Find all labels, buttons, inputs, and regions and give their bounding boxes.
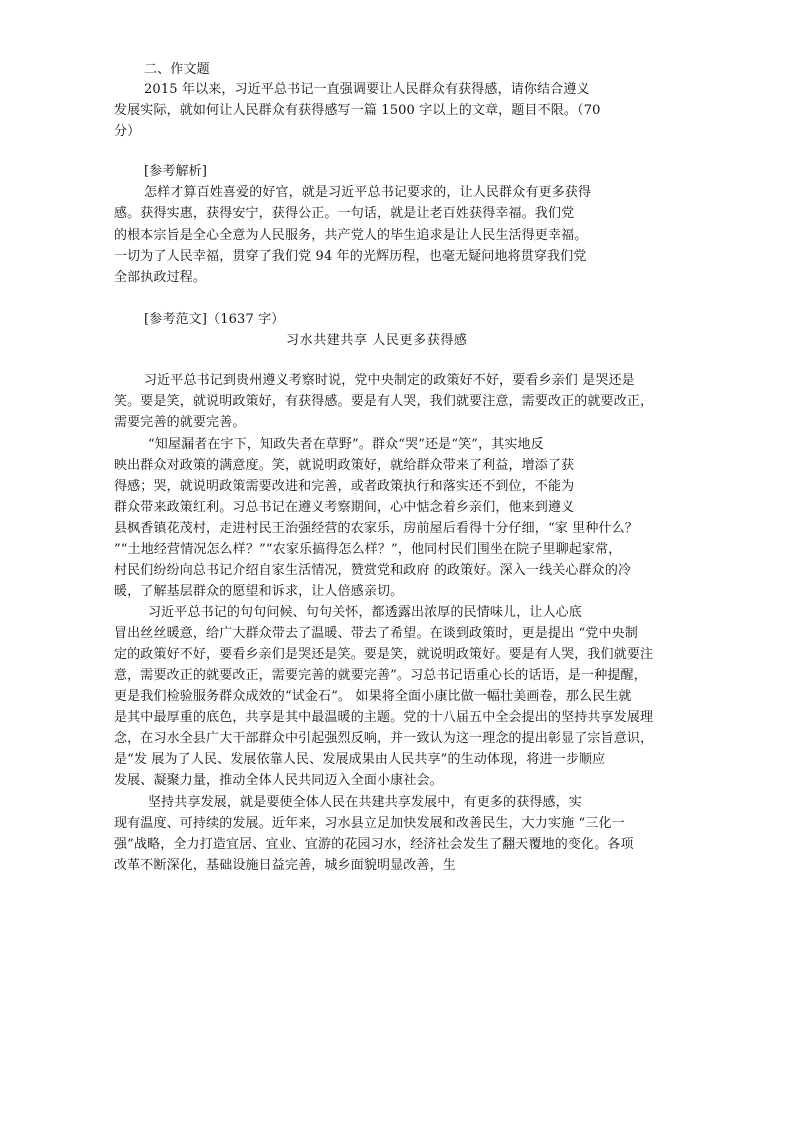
essay-line: 习近平总书记的句句问候、句句关怀，都透露出浓厚的民情味儿，让人心底 [148,605,582,620]
essay-line: 改革不断深化，基础设施日益完善，城乡面貌明显改善，生 [114,858,456,873]
analysis-line: 一切为了人民幸福，贯穿了我们党 94 年的光辉历程，也毫无疑问地将贯穿我们党 [114,249,587,264]
prompt-line: 发展实际，就如何让人民群众有获得感写一篇 1500 字以上的文章，题目不限。（70 [114,103,601,118]
section-heading: 二、作文题 [144,62,210,77]
essay-line: 暖，了解基层群众的愿望和诉求，让人倍感亲切。 [114,584,404,599]
essay-line: 是“发 展为了人民、发展依靠人民、发展成果由人民共享”的生动体现，将进一步顺应 [114,752,606,767]
essay-line: 更是我们检验服务群众成效的“试金石”。 如果将全面小康比做一幅壮美画卷，那么民生就 [114,689,632,704]
essay-line: 强”战略，全力打造宜居、宜业、宜游的花园习水，经济社会发生了翻天覆地的变化。各项 [114,837,634,852]
prompt-line: 2015 年以来，习近平总书记一直强调要让人民群众有获得感，请你结合遵义 [144,82,590,97]
analysis-line: 的根本宗旨是全心全意为人民服务，共产党人的毕生追求是让人民生活得更幸福。 [114,228,588,243]
essay-line: 发展、凝聚力量，推动全体人民共同迈入全面小康社会。 [114,773,443,788]
essay-line: 得感；哭，就说明政策需要改进和完善，或者政策执行和落实还不到位，不能为 [114,479,575,494]
essay-line: ”“土地经营情况怎么样？”“农家乐搞得怎么样？”，他同村民们围坐在院子里聊起家常， [114,542,622,557]
essay-line: 坚持共享发展，就是要使全体人民在共建共享发展中，有更多的获得感，实 [148,795,582,810]
essay-line: 念，在习水全县广大干部群众中引起强烈反响，并一致认为这一理念的提出彰显了宗旨意识， [114,731,654,746]
essay-line: 群众带来政策红利。习总书记在遵义考察期间，心中惦念着乡亲们，他来到遵义 [114,500,575,515]
analysis-line: 全部执政过程。 [114,270,207,285]
analysis-line: 怎样才算百姓喜爱的好官，就是习近平总书记要求的，让人民群众有更多获得 [144,185,592,200]
analysis-label: [参考解析] [144,164,208,179]
prompt-line: 分） [114,124,141,139]
essay-line: 村民们纷纷向总书记介绍自家生活情况，赞赏党和政府 的政策好。深入一线关心群众的冷 [114,563,632,578]
essay-line: 冒出丝丝暖意，给广大群众带去了温暖、带去了希望。在谈到政策时，更是提出 “党中央制 [114,626,638,641]
essay-line: “知屋漏者在宇下，知政失者在草野”。群众“哭”还是“笑”，其实地反 [148,437,544,452]
analysis-line: 感。获得实惠，获得安宁，获得公正。一句话，就是让老百姓获得幸福。我们党 [114,206,575,221]
essay-line: 意，需要改正的就要改正，需要完善的就要完善”。习总书记语重心长的话语，是一种提醒， [114,668,647,683]
essay-line: 习近平总书记到贵州遵义考察时说，党中央制定的政策好不好，要看乡亲们 是哭还是 [144,373,635,388]
essay-line: 是其中最厚重的底色，共享是其中最温暖的主题。党的十八届五中全会提出的坚持共享发展理 [114,710,654,725]
essay-line: 定的政策好不好，要看乡亲们是哭还是笑。要是笑，就说明政策好。要是有人哭，我们就要注 [114,647,654,662]
essay-line: 县枫香镇花茂村，走进村民王治强经营的农家乐，房前屋后看得十分仔细，“家 里种什么？ [114,521,638,536]
essay-line: 需要完善的就要完善。 [114,415,246,430]
essay-line: 现有温度、可持续的发展。近年来，习水县立足加快发展和改善民生，大力实施 “三化一 [114,816,625,831]
sample-essay-label: [参考范文]（1637 字） [144,312,285,327]
essay-line: 映出群众对政策的满意度。笑，就说明政策好，就给群众带来了利益，增添了获 [114,458,575,473]
essay-line: 笑。要是笑，就说明政策好，有获得感。要是有人哭，我们就要注意，需要改正的就要改正， [114,394,654,409]
essay-title: 习水共建共享 人民更多获得感 [286,333,468,348]
